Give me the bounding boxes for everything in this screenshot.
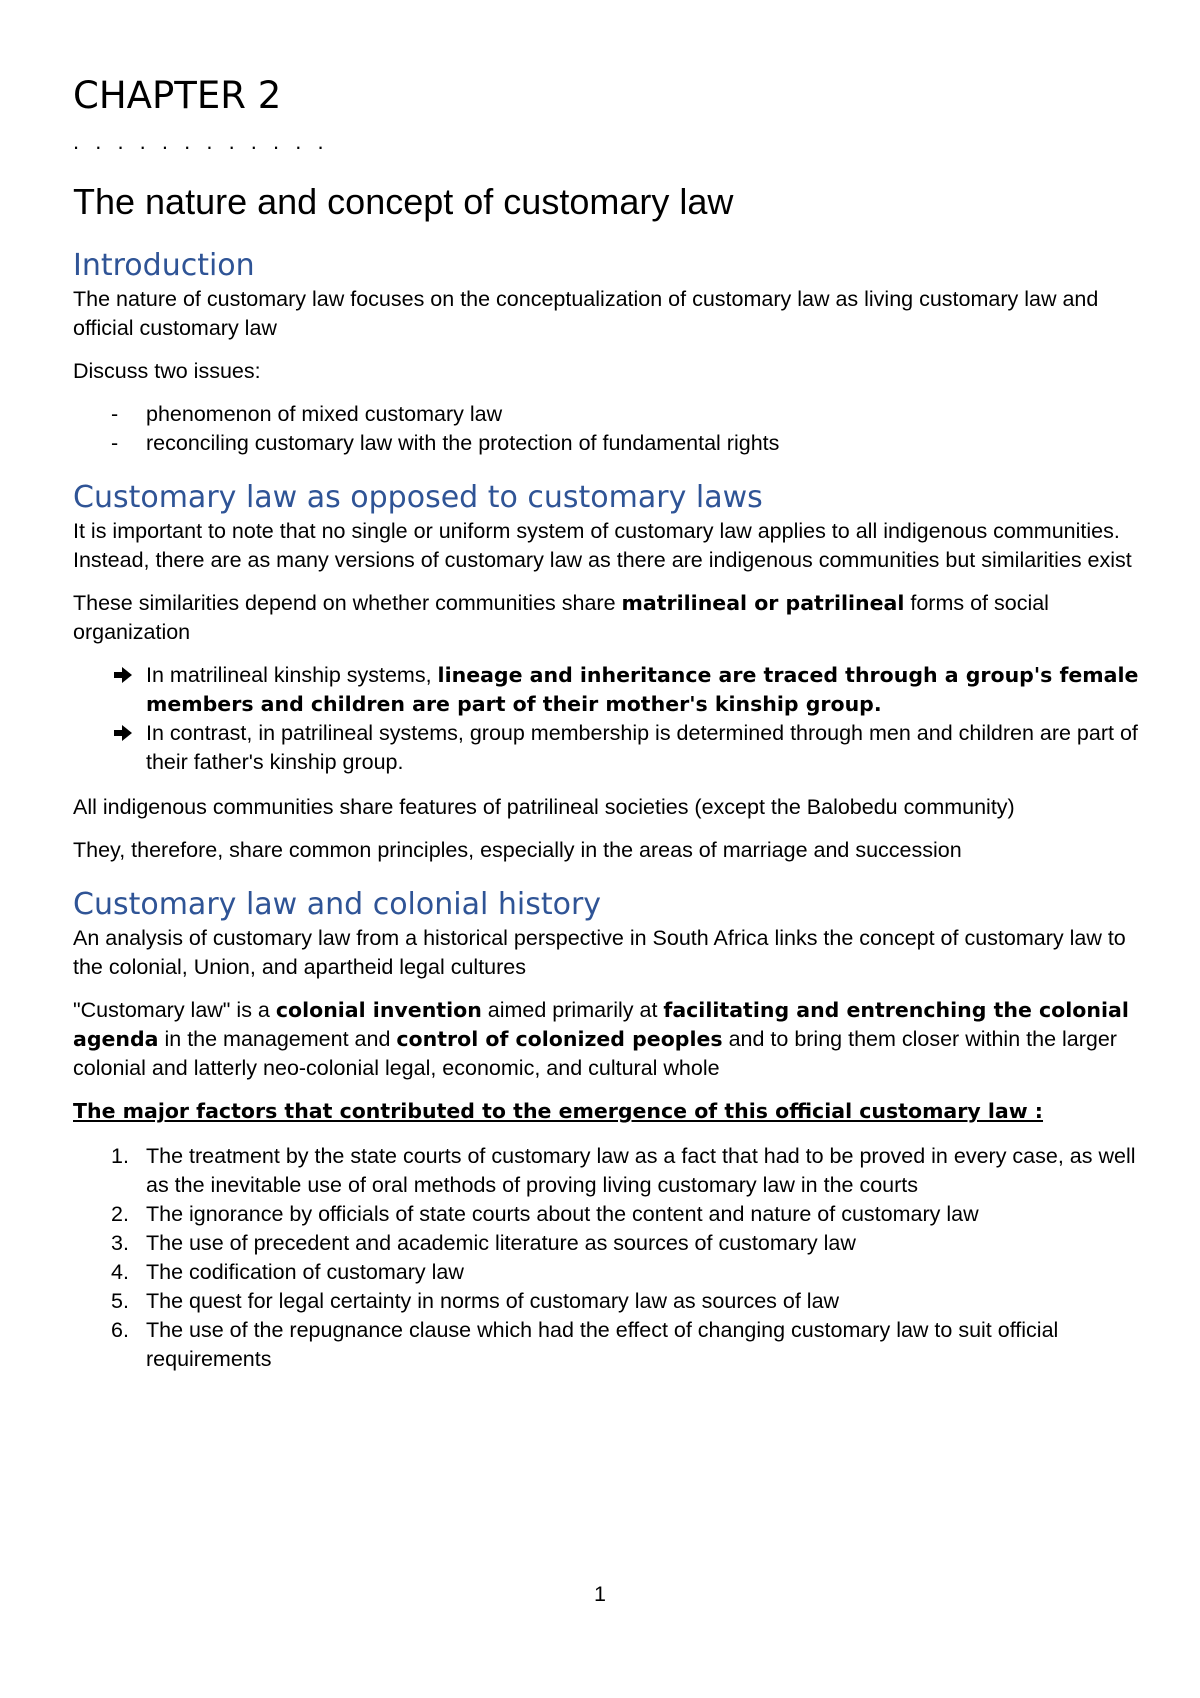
list-item-text: The ignorance by officials of state courts about the content and nature of customary law: [146, 1202, 979, 1226]
text-run: in the management and: [158, 1027, 397, 1051]
list-item-text: phenomenon of mixed customary law: [146, 402, 503, 426]
list-number: 3.: [111, 1231, 129, 1255]
list-item-text: The quest for legal certainty in norms of customary law as sources of law: [146, 1289, 840, 1313]
factors-heading: The major factors that contributed to the emergence of this official customary law :: [73, 1099, 1044, 1123]
list-item: [73, 1142, 1153, 1200]
bold-text-run: facilitating and entrenching the colonial agenda: [73, 998, 1129, 1051]
list-item: [73, 1316, 1153, 1374]
balobedu-paragraph: All indigenous communities share features of patrilineal societies (except the Balobedu community): [73, 795, 1015, 819]
text-run: and to bring them closer within the larger colonial and latterly neo-colonial legal, economic, and cultural whole: [73, 1027, 1117, 1080]
list-item: [73, 1229, 1153, 1258]
list-number: 1.: [111, 1144, 129, 1168]
document-title: The nature and concept of customary law: [73, 181, 734, 222]
bold-text-run: matrilineal or patrilineal: [621, 591, 905, 615]
factors-list: [73, 1142, 1153, 1374]
text-run: aimed primarily at: [481, 998, 664, 1022]
text-run: These similarities depend on whether communities share: [73, 591, 622, 615]
kinship-list: [73, 661, 1153, 777]
list-item: [73, 1200, 1153, 1229]
similarities-paragraph: [73, 589, 1153, 647]
dash-bullet: -: [111, 431, 119, 455]
list-item: [73, 400, 1153, 429]
uniform-system-paragraph: It is important to note that no single or uniform system of customary law applies to all indigenous communities. Instead, there are as many versions of customary law as there are indigenous communities but similarities exist: [73, 519, 1132, 572]
text-run: In contrast, in patrilineal systems, group membership is determined through men and children are part of their father's kinship group.: [146, 721, 1138, 774]
arrow-right-icon: [113, 719, 143, 748]
list-number: 5.: [111, 1289, 129, 1313]
text-run: forms of social organization: [73, 591, 1049, 644]
bold-text-run: control of colonized peoples: [396, 1027, 723, 1051]
list-number: 6.: [111, 1318, 129, 1342]
text-run: "Customary law" is a: [73, 998, 276, 1022]
list-item: [73, 719, 1153, 777]
list-item: [73, 1258, 1153, 1287]
list-number: 2.: [111, 1202, 129, 1226]
list-item: [73, 661, 1153, 719]
issues-list: [73, 400, 1153, 458]
discuss-paragraph: Discuss two issues:: [73, 359, 261, 383]
list-item-text: The use of the repugnance clause which had the effect of changing customary law to suit official requirements: [146, 1318, 1059, 1371]
historical-analysis-paragraph: An analysis of customary law from a historical perspective in South Africa links the concept of customary law to the colonial, Union, and apartheid legal cultures: [73, 926, 1126, 979]
colonial-invention-paragraph: [73, 996, 1153, 1083]
arrow-right-icon: [113, 661, 143, 690]
list-item-text: The codification of customary law: [146, 1260, 464, 1284]
bold-text-run: lineage and inheritance are traced through a group's female members and children are part of their mother's kinship group.: [146, 663, 1139, 716]
introduction-heading: Introduction: [73, 248, 255, 283]
introduction-paragraph: The nature of customary law focuses on the conceptualization of customary law as living customary law and official customary law: [73, 287, 1099, 340]
list-item-text: reconciling customary law with the protection of fundamental rights: [146, 431, 780, 455]
bold-text-run: colonial invention: [275, 998, 482, 1022]
list-item: [73, 1287, 1153, 1316]
list-item-text: The use of precedent and academic literature as sources of customary law: [146, 1231, 856, 1255]
list-item-text: The treatment by the state courts of customary law as a fact that had to be proved in every case, as well as the inevitable use of oral methods of proving living customary law in the courts: [146, 1144, 1136, 1197]
document-body: [73, 246, 1153, 1390]
colonial-history-heading: Customary law and colonial history: [73, 887, 602, 922]
page-number: 1: [594, 1582, 606, 1606]
customary-laws-heading: Customary law as opposed to customary laws: [73, 480, 763, 515]
dash-bullet: -: [111, 402, 119, 426]
chapter-separator: . . . . . . . . . . . .: [73, 129, 329, 154]
chapter-label: CHAPTER 2: [73, 74, 282, 117]
list-number: 4.: [111, 1260, 129, 1284]
list-item: [73, 429, 1153, 458]
common-principles-paragraph: They, therefore, share common principles, especially in the areas of marriage and succession: [73, 838, 962, 862]
text-run: In matrilineal kinship systems,: [146, 663, 438, 687]
